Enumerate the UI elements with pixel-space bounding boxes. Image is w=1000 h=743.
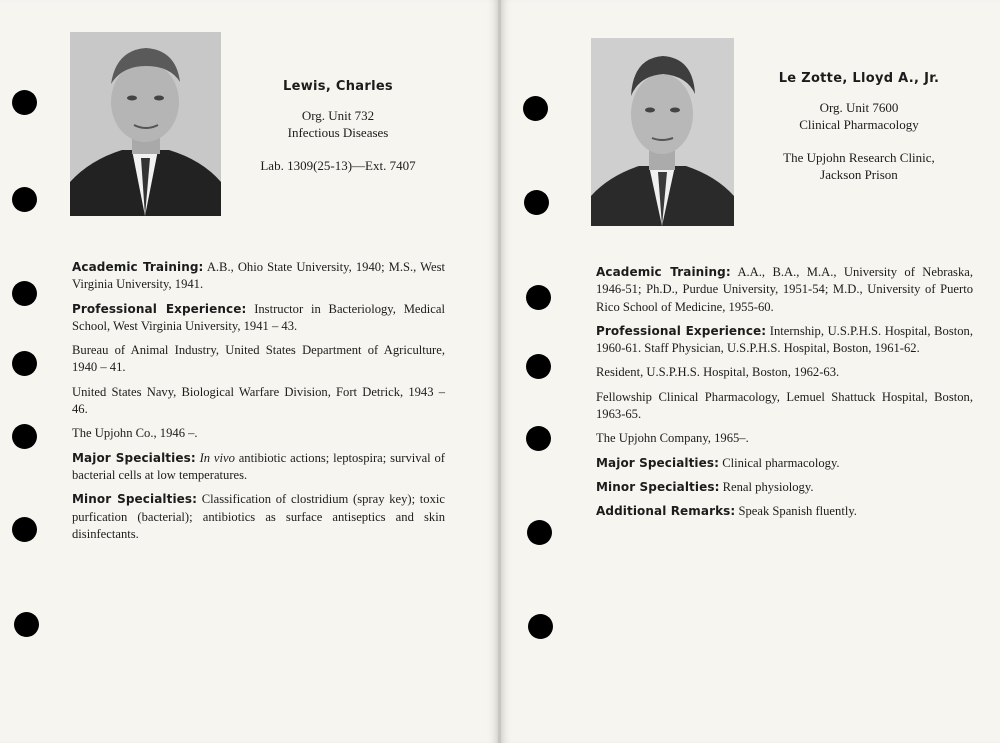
location-line-2: Jackson Prison xyxy=(820,167,898,182)
employee-header xyxy=(751,70,967,183)
binder-hole xyxy=(12,90,37,115)
minor-specialties: Minor Specialties: Classification of clostridium (spray key); toxic purfication (bacterial); antibiotics as surface antiseptics and skin disinfectants. xyxy=(72,492,445,541)
binder-hole xyxy=(528,614,553,639)
experience-entry: Fellowship Clinical Pharmacology, Lemuel Shattuck Hospital, Boston, 1963-65. xyxy=(596,389,973,422)
lab-extension: Lab. 1309(25-13)—Ext. 7407 xyxy=(260,158,416,173)
academic-training: Academic Training: A.B., Ohio State University, 1940; M.S., West Virginia University, 1941. xyxy=(72,260,445,292)
experience-entry: The Upjohn Company, 1965–. xyxy=(596,431,749,446)
professional-experience: Professional Experience: Instructor in Bacteriology, Medical School, West Virginia University, 1941 – 43. xyxy=(72,301,445,333)
binder-hole xyxy=(14,612,39,637)
major-specialties: Major Specialties: Clinical pharmacology. xyxy=(596,455,840,470)
portrait-photo xyxy=(70,32,221,216)
major-specialties: Major Specialties: In vivo antibiotic actions; leptospira; survival of bacterial cells at low temperatures. xyxy=(72,450,446,482)
experience-entry: United States Navy, Biological Warfare Division, Fort Detrick, 1943 – 46. xyxy=(72,384,445,417)
binder-hole xyxy=(527,520,552,545)
additional-remarks: Additional Remarks: Speak Spanish fluently. xyxy=(596,504,857,519)
binder-hole xyxy=(526,285,551,310)
portrait-photo xyxy=(591,38,734,226)
binder-hole xyxy=(526,426,551,451)
left-page xyxy=(0,0,498,743)
professional-experience: Professional Experience: Internship, U.S.P.H.S. Hospital, Boston, 1960-61. Staff Physician, U.S.P.H.S. Hospital, Boston, 1961-62. xyxy=(596,323,973,356)
employee-name: Le Zotte, Lloyd A., Jr. xyxy=(778,71,940,86)
binder-hole xyxy=(12,424,37,449)
academic-training: Academic Training: A.A., B.A., M.A., University of Nebraska, 1946-51; Ph.D., Purdue University, 1951-54; M.D., University of Puerto Rico School of Medicine, 1955-60. xyxy=(596,265,973,314)
biography xyxy=(596,264,973,528)
biography xyxy=(72,259,445,550)
binder-hole xyxy=(526,354,551,379)
experience-entry: Bureau of Animal Industry, United States Department of Agriculture, 1940 – 41. xyxy=(72,343,445,375)
binder-hole xyxy=(524,190,549,215)
right-page xyxy=(501,0,1000,743)
binder-hole xyxy=(12,351,37,376)
binder-hole xyxy=(12,281,37,306)
location-line-1: The Upjohn Research Clinic, xyxy=(783,150,935,165)
department: Infectious Diseases xyxy=(287,125,389,140)
org-unit: Org. Unit 7600 xyxy=(819,100,899,115)
experience-entry: The Upjohn Co., 1946 –. xyxy=(72,426,198,441)
employee-header xyxy=(228,78,448,174)
binder-hole xyxy=(523,96,548,121)
minor-specialties: Minor Specialties: Renal physiology. xyxy=(596,479,814,494)
experience-entry: Resident, U.S.P.H.S. Hospital, Boston, 1962-63. xyxy=(596,365,840,380)
binder-hole xyxy=(12,517,37,542)
org-unit: Org. Unit 732 xyxy=(301,108,375,123)
employee-name: Lewis, Charles xyxy=(283,79,393,94)
department: Clinical Pharmacology xyxy=(799,117,919,132)
binder-hole xyxy=(12,187,37,212)
